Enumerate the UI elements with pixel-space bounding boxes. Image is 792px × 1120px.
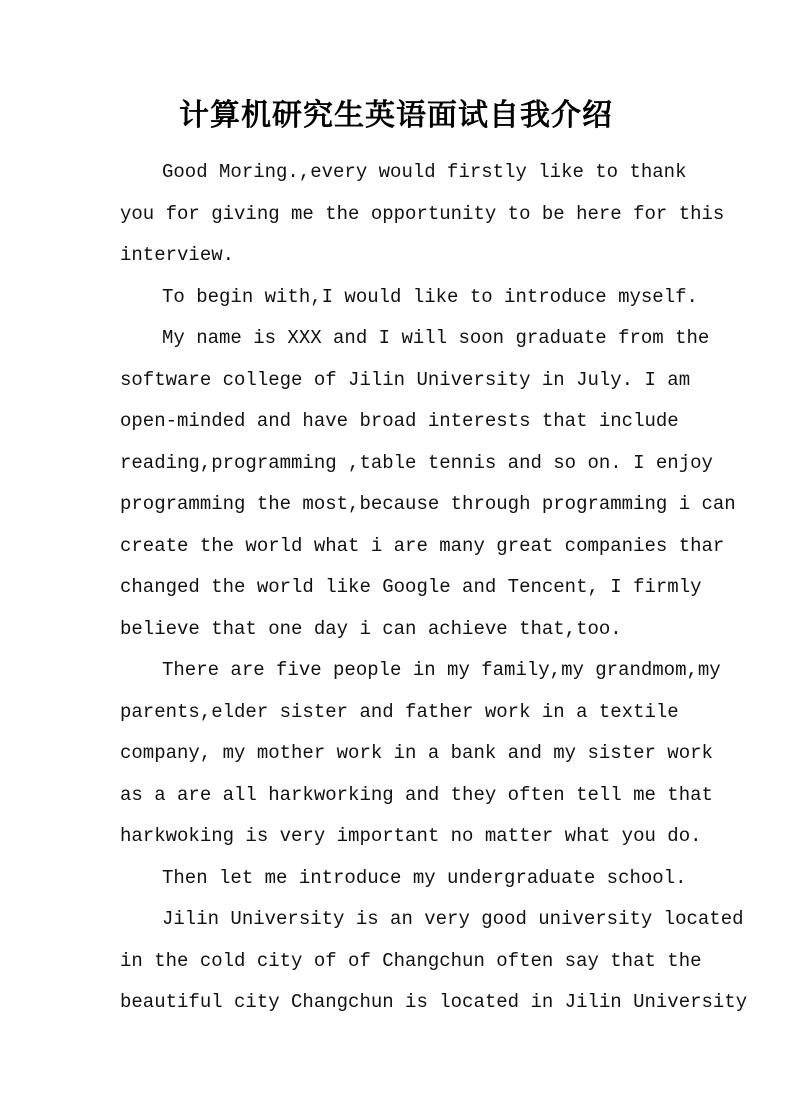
paragraph-4-line-2: parents,elder sister and father work in a textile bbox=[120, 701, 679, 723]
paragraph-6-line-3: beautiful city Changchun is located in Jilin University bbox=[120, 991, 748, 1013]
paragraph-3-line-6: create the world what i are many great companies thar bbox=[120, 535, 725, 557]
paragraph-1-line-2: you for giving me the opportunity to be here for this bbox=[120, 203, 725, 225]
paragraph-4-line-5: harkwoking is very important no matter what you do. bbox=[120, 825, 702, 847]
paragraph-3-line-1: My name is XXX and I will soon graduate from the bbox=[162, 327, 710, 349]
paragraph-4-line-3: company, my mother work in a bank and my sister work bbox=[120, 742, 713, 764]
paragraph-3-line-7: changed the world like Google and Tencent, I firmly bbox=[120, 576, 702, 598]
paragraph-5-line-1: Then let me introduce my undergraduate school. bbox=[162, 867, 687, 889]
paragraph-1-line-3: interview. bbox=[120, 244, 235, 266]
paragraph-4-line-1: There are five people in my family,my grandmom,my bbox=[162, 659, 721, 681]
document-title: 计算机研究生英语面试自我介绍 bbox=[179, 98, 613, 133]
paragraph-2-line-1: To begin with,I would like to introduce myself. bbox=[162, 286, 698, 308]
paragraph-6-line-1: Jilin University is an very good university located bbox=[162, 908, 744, 930]
paragraph-3-line-2: software college of Jilin University in July. I am bbox=[120, 369, 691, 391]
paragraph-3-line-4: reading,programming ,table tennis and so on. I enjoy bbox=[120, 452, 713, 474]
paragraph-3-line-8: believe that one day i can achieve that,too. bbox=[120, 618, 622, 640]
paragraph-3-line-5: programming the most,because through programming i can bbox=[120, 493, 736, 515]
paragraph-6-line-2: in the cold city of of Changchun often say that the bbox=[120, 950, 702, 972]
paragraph-1-line-1: Good Moring.,every would firstly like to thank bbox=[162, 161, 687, 183]
paragraph-3-line-3: open-minded and have broad interests that include bbox=[120, 410, 679, 432]
paragraph-4-line-4: as a are all harkworking and they often tell me that bbox=[120, 784, 713, 806]
